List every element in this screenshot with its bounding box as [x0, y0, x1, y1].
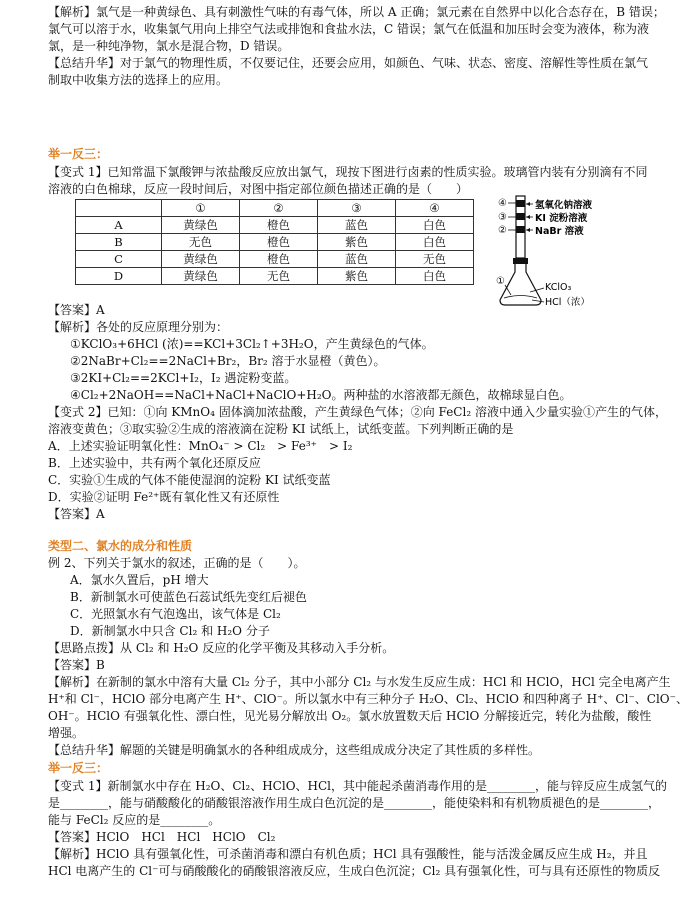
label-naoh-solution: 氢氧化钠溶液 — [535, 200, 593, 211]
label-nabr-solution: NaBr 溶液 — [535, 226, 584, 237]
label-3: ③ — [498, 212, 507, 223]
table-cell: 黄绿色 — [162, 251, 240, 268]
table-row — [76, 251, 474, 268]
table-cell: ① — [162, 200, 240, 217]
answer-line: 【答案】A — [48, 303, 105, 317]
cotton-ball-4 — [517, 200, 525, 207]
conical-flask — [500, 264, 541, 305]
table-cell: ④ — [396, 200, 474, 217]
option-line: A．氯水久置后，pH 增大 — [70, 573, 209, 587]
text-line: HCl 电离产生的 Cl⁻可与硝酸酸化的硝酸银溶液反应，生成白色沉淀；Cl₂ 具有强氧化性，可与具有还原性的物质反 — [48, 864, 661, 878]
option-line: A．上述实验证明氧化性：MnO₄⁻ > Cl₂ > Fe³⁺ > I₂ — [48, 439, 353, 453]
table-cell: 白色 — [396, 217, 474, 234]
text-line: 【变式 1】已知常温下氯酸钾与浓盐酸反应放出氯气，现按下图进行卤素的性质实验。玻璃管内装有分别滴有不同 — [48, 165, 648, 179]
arrow-head — [526, 215, 530, 219]
table-cell: 黄绿色 — [162, 268, 240, 285]
text-line: 增强。 — [48, 726, 85, 740]
label-1: ① — [496, 276, 505, 287]
arrow-head — [526, 202, 530, 206]
text-line: 【总结升华】解题的关键是明确氯水的各种组成成分，这些组成成分决定了其性质的多样性。 — [48, 743, 541, 757]
table-header-row — [76, 200, 474, 217]
section-heading-type-2: 类型二、氯水的成分和性质 — [48, 539, 193, 553]
variant-answers-block — [48, 302, 667, 523]
text-line: 能与 FeCl₂ 反应的是________。 — [48, 813, 221, 827]
equation-line: ②2NaBr+Cl₂==2NaCl+Br₂，Br₂ 溶于水显橙（黄色）。 — [70, 354, 386, 368]
equation-line: ④Cl₂+2NaOH==NaCl+NaCl+NaClO+H₂O。两种盐的水溶液都无颜色，故棉球显白色。 — [70, 388, 572, 402]
table-cell: 紫色 — [318, 268, 396, 285]
label-kclo3: KClO₃ — [545, 282, 572, 293]
label-ki-starch-solution: KI 淀粉溶液 — [535, 213, 588, 224]
table-cell: ② — [240, 200, 318, 217]
option-line: B．新制氯水可使蓝色石蕊试纸先变红后褪色 — [70, 590, 307, 604]
table-cell: 无色 — [162, 234, 240, 251]
label-4: ④ — [498, 198, 507, 209]
text-line: 【变式 1】新制氯水中存在 H₂O、Cl₂、HClO、HCl，其中能起杀菌消毒作用的是________，能与锌反应生成氢气的 — [48, 779, 668, 793]
text-line: 【变式 2】已知：①向 KMnO₄ 固体滴加浓盐酸，产生黄绿色气体；②向 FeCl₂ 溶液中通入少量实验①产生的气体， — [48, 405, 667, 419]
text-line: 【解析】氯气是一种黄绿色、具有刺激性气味的有毒气体，所以 A 正确；氯元素在自然界中以化合态存在，B 错误； — [48, 5, 665, 19]
answer-line: 【答案】HClO HCl HCl HClO Cl₂ — [48, 830, 276, 844]
text-line: 【解析】在新制的氯水中溶有大量 Cl₂ 分子，其中小部分 Cl₂ 与水发生反应生成：HCl 和 HClO，HCl 完全电离产生 — [48, 675, 671, 689]
table-cell: D — [76, 268, 162, 285]
equation-line: ①KClO₃+6HCl (浓)==KCl+3Cl₂↑+3H₂O，产生黄绿色的气体。 — [70, 337, 434, 351]
table-cell: 橙色 — [240, 217, 318, 234]
analysis-paragraph-1 — [48, 4, 665, 89]
stopper — [513, 258, 528, 264]
text-line: 【解析】HClO 具有强氧化性，可杀菌消毒和漂白有机色质；HCl 具有强酸性，能与活泼金属反应生成 H₂，并且 — [48, 847, 648, 861]
text-line: 【解析】各处的反应原理分别为： — [48, 320, 229, 334]
text-line: OH⁻。HClO 有强氧化性、漂白性，见光易分解放出 O₂。氯水放置数天后 HClO 分解接近完，转化为盐酸，酸性 — [48, 709, 652, 723]
question-line: 例 2、下列关于氯水的叙述，正确的是（ ）。 — [48, 556, 306, 570]
text-line: 是________，能与硝酸酸化的硝酸银溶液作用生成白色沉淀的是________，能使染料和有机物质褪色的是________， — [48, 796, 661, 810]
table-cell: 橙色 — [240, 234, 318, 251]
answer-line: 【答案】B — [48, 658, 105, 672]
text-line: 氯，是一种纯净物，氯水是混合物，D 错误。 — [48, 39, 290, 53]
option-line: D．新制氯水中只含 Cl₂ 和 H₂O 分子 — [70, 624, 270, 638]
table-cell: 蓝色 — [318, 251, 396, 268]
text-line: H⁺和 Cl⁻，HClO 部分电离产生 H⁺、ClO⁻。所以氯水中有三种分子 H₂O、Cl₂、HClO 和四种离子 H⁺、Cl⁻、ClO⁻、 — [48, 692, 688, 706]
table-cell: 无色 — [240, 268, 318, 285]
table-row — [76, 217, 474, 234]
arrow-head — [526, 228, 530, 232]
option-line: B．上述实验中，共有两个氧化还原反应 — [48, 456, 261, 470]
cotton-ball-2 — [517, 226, 525, 233]
table-cell — [76, 200, 162, 217]
text-line: 溶液的白色棉球，反应一段时间后，对图中指定部位颜色描述正确的是（ ） — [48, 182, 469, 196]
flask-liquid — [504, 296, 537, 299]
table-cell: 橙色 — [240, 251, 318, 268]
table-cell: C — [76, 251, 162, 268]
example-2-block — [48, 555, 688, 759]
table-row — [76, 234, 474, 251]
answer-line: 【答案】A — [48, 507, 105, 521]
option-line: C．实验①生成的气体不能使湿润的淀粉 KI 试纸变蓝 — [48, 473, 331, 487]
table-cell: A — [76, 217, 162, 234]
table-cell: ③ — [318, 200, 396, 217]
table-cell: B — [76, 234, 162, 251]
variant-1b-block — [48, 778, 668, 880]
table-cell: 白色 — [396, 234, 474, 251]
text-line: 溶液变黄色；③取实验②生成的溶液滴在淀粉 KI 试纸上，试纸变蓝。下列判断正确的是 — [48, 422, 514, 436]
text-line: 【思路点拨】从 Cl₂ 和 H₂O 反应的化学平衡及其移动入手分析。 — [48, 641, 395, 655]
label-hcl-concentrated: HCl（浓） — [545, 297, 590, 308]
section-heading-practice: 举一反三： — [48, 147, 109, 161]
table-cell: 紫色 — [318, 234, 396, 251]
cotton-ball-3 — [517, 213, 525, 220]
text-line: 制取中收集方法的选择上的应用。 — [48, 73, 229, 87]
section-heading-practice-2: 举一反三： — [48, 761, 109, 775]
option-line: D．实验②证明 Fe²⁺既有氧化性又有还原性 — [48, 490, 280, 504]
table-cell: 白色 — [396, 268, 474, 285]
text-line: 【总结升华】对于氯气的物理性质，不仅要记住，还要会应用，如颜色、气味、状态、密度、溶解性等性质在氯气 — [48, 56, 649, 70]
table-row — [76, 268, 474, 285]
table-cell: 无色 — [396, 251, 474, 268]
apparatus-diagram — [478, 192, 613, 310]
table-cell: 黄绿色 — [162, 217, 240, 234]
equation-line: ③2KI+Cl₂==2KCl+I₂，I₂ 遇淀粉变蓝。 — [70, 371, 297, 385]
table-cell: 蓝色 — [318, 217, 396, 234]
option-line: C．光照氯水有气泡逸出，该气体是 Cl₂ — [70, 607, 281, 621]
label-2: ② — [498, 225, 507, 236]
options-table — [75, 199, 474, 285]
text-line: 氯气可以溶于水，收集氯气用向上排空气法或排饱和食盐水法，C 错误；氯气在低温和加压时会变为液体，称为液 — [48, 22, 650, 36]
